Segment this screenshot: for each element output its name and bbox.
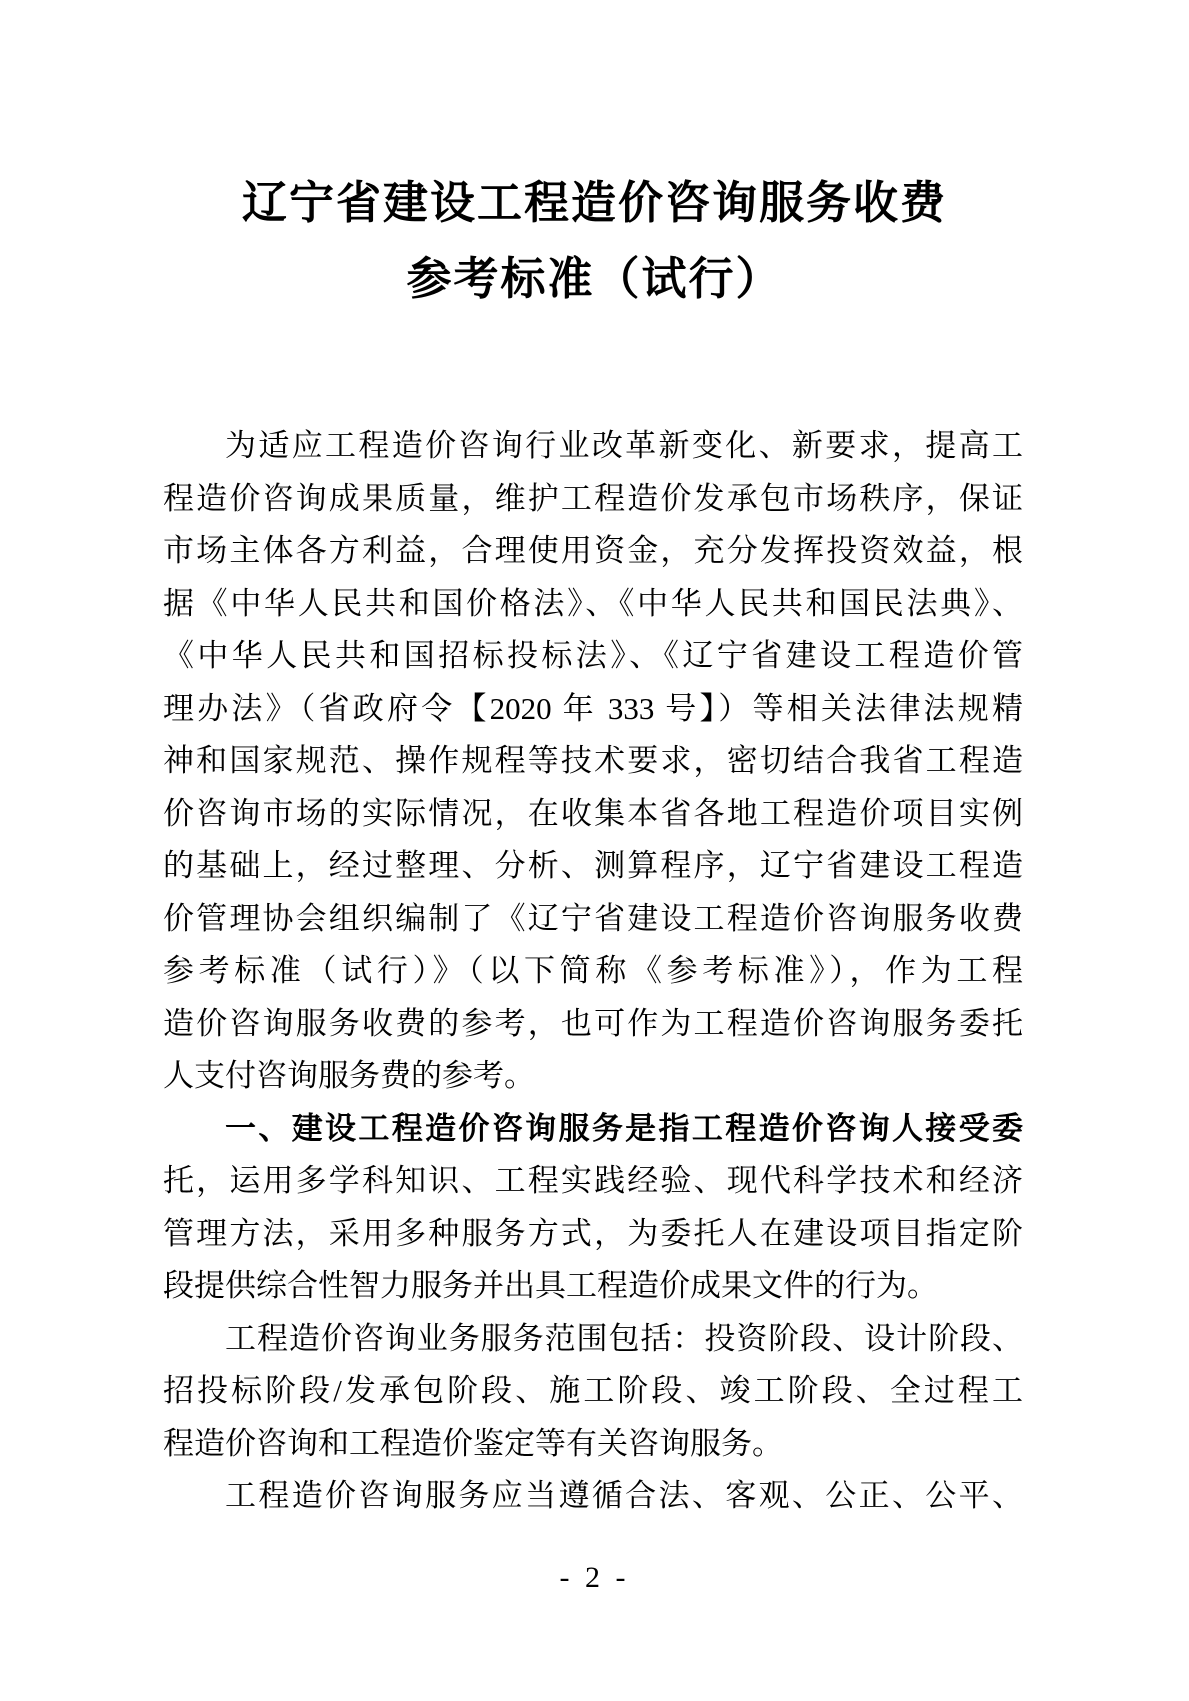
body-line: 价管理协会组织编制了《辽宁省建设工程造价咨询服务收费 bbox=[163, 900, 1023, 936]
body-line: 托，运用多学科知识、工程实践经验、现代科学技术和经济 bbox=[163, 1163, 1023, 1198]
document-title-line-1: 辽宁省建设工程造价咨询服务收费 bbox=[241, 178, 947, 228]
body-line: 价咨询市场的实际情况，在收集本省各地工程造价项目实例 bbox=[163, 795, 1023, 831]
body-line: 管理方法，采用多种服务方式，为委托人在建设项目指定阶 bbox=[163, 1215, 1023, 1251]
body-line: 的基础上，经过整理、分析、测算程序，辽宁省建设工程造 bbox=[163, 848, 1023, 883]
body-line: 为适应工程造价咨询行业改革新变化、新要求，提高工 bbox=[225, 428, 1023, 463]
body-line: 理办法》（省政府令【2020 年 333 号】）等相关法律法规精 bbox=[163, 690, 1023, 726]
document-title bbox=[0, 165, 1189, 317]
body-line: 参考标准（试行）》（以下简称《参考标准》），作为工程 bbox=[163, 953, 1023, 988]
document-body bbox=[163, 420, 1023, 1523]
body-line: 造价咨询服务收费的参考，也可作为工程造价咨询服务委托 bbox=[163, 1005, 1023, 1041]
body-line: 段提供综合性智力服务并出具工程造价成果文件的行为。 bbox=[163, 1268, 938, 1303]
body-line: 工程造价咨询业务服务范围包括：投资阶段、设计阶段、 bbox=[225, 1320, 1023, 1356]
body-line: 神和国家规范、操作规程等技术要求，密切结合我省工程造 bbox=[163, 743, 1023, 778]
body-line: 程造价咨询和工程造价鉴定等有关咨询服务。 bbox=[163, 1425, 783, 1461]
body-line: 市场主体各方利益，合理使用资金，充分发挥投资效益，根 bbox=[163, 533, 1023, 568]
document-title-line-2: 参考标准（试行） bbox=[406, 254, 783, 304]
body-line: 据《中华人民共和国价格法》、《中华人民共和国民法典》、 bbox=[163, 585, 1023, 621]
page-number: - 2 - bbox=[559, 1561, 630, 1594]
body-line: 《中华人民共和国招标投标法》、《辽宁省建设工程造价管 bbox=[163, 638, 1023, 673]
body-line: 人支付咨询服务费的参考。 bbox=[163, 1058, 535, 1093]
body-line: 招投标阶段/发承包阶段、施工阶段、竣工阶段、全过程工 bbox=[163, 1373, 1023, 1408]
body-line: 工程造价咨询服务应当遵循合法、客观、公正、公平、 bbox=[225, 1478, 1023, 1513]
body-line: 程造价咨询成果质量，维护工程造价发承包市场秩序，保证 bbox=[163, 480, 1023, 516]
body-line-section-heading: 一、建设工程造价咨询服务是指工程造价咨询人接受委 bbox=[225, 1110, 1023, 1146]
